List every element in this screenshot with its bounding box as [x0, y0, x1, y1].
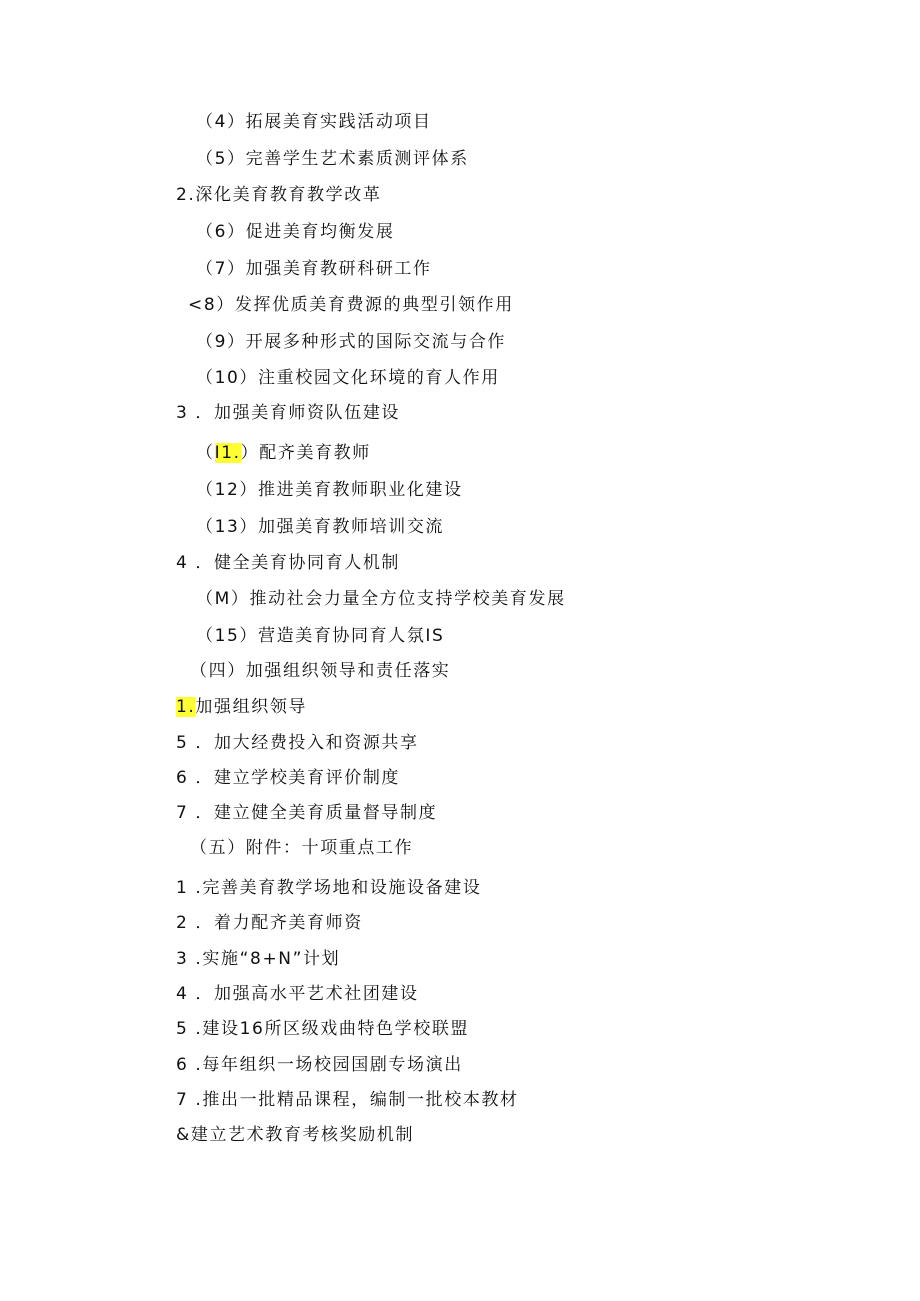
text-line: 7 .推出一批精品课程，编制一批校本教材 [176, 1090, 519, 1110]
text-line: 6 ．建立学校美育评价制度 [176, 768, 401, 788]
section-heading [176, 695, 307, 719]
section-heading: 3 ．加强美育师资队伍建设 [176, 403, 401, 423]
text-fragment: ）配齐美育教师 [240, 443, 371, 463]
text-line [196, 441, 371, 465]
text-line: 5 ．加大经费投入和资源共享 [176, 733, 419, 753]
text-line: 5 .建设16所区级戏曲特色学校联盟 [176, 1019, 470, 1039]
text-line: 3 .实施“8+N”计划 [176, 949, 341, 969]
section-heading: （四）加强组织领导和责任落实 [190, 661, 451, 681]
text-line: （5）完善学生艺术素质测评体系 [196, 149, 469, 169]
text-line: （9）开展多种形式的国际交流与合作 [196, 332, 507, 352]
text-line: 6 .每年组织一场校园国剧专场演出 [176, 1055, 463, 1075]
text-line: （13）加强美育教师培训交流 [196, 517, 445, 537]
text-fragment: （ [196, 443, 215, 463]
text-line: 4 ．加强高水平艺术社团建设 [176, 984, 419, 1004]
section-heading: 2.深化美育教育教学改革 [176, 185, 382, 205]
text-line: （4）拓展美育实践活动项目 [196, 112, 432, 132]
text-line: （M）推动社会力量全方位支持学校美育发展 [196, 589, 566, 609]
text-line: （6）促进美育均衡发展 [196, 222, 395, 242]
section-heading: 4 ．健全美育协同育人机制 [176, 553, 401, 573]
text-line: 7 ．建立健全美育质量督导制度 [176, 803, 438, 823]
text-line: （7）加强美育教研科研工作 [196, 259, 432, 279]
text-line: （15）营造美育协同育人氛IS [196, 626, 445, 646]
text-line: 1 .完善美育教学场地和设施设备建设 [176, 878, 482, 898]
text-line: （12）推进美育教师职业化建设 [196, 480, 463, 500]
text-line: <8）发挥优质美育费源的典型引领作用 [188, 295, 514, 315]
text-line: （10）注重校园文化环境的育人作用 [196, 368, 500, 388]
text-fragment: 加强组织领导 [195, 697, 308, 717]
text-line: 2 ．着力配齐美育师资 [176, 913, 363, 933]
highlighted-text: 1. [176, 697, 196, 717]
section-heading: （五）附件：十项重点工作 [190, 838, 414, 858]
highlighted-text: I1. [214, 443, 241, 463]
text-line: &建立艺术教育考核奖励机制 [176, 1125, 415, 1145]
